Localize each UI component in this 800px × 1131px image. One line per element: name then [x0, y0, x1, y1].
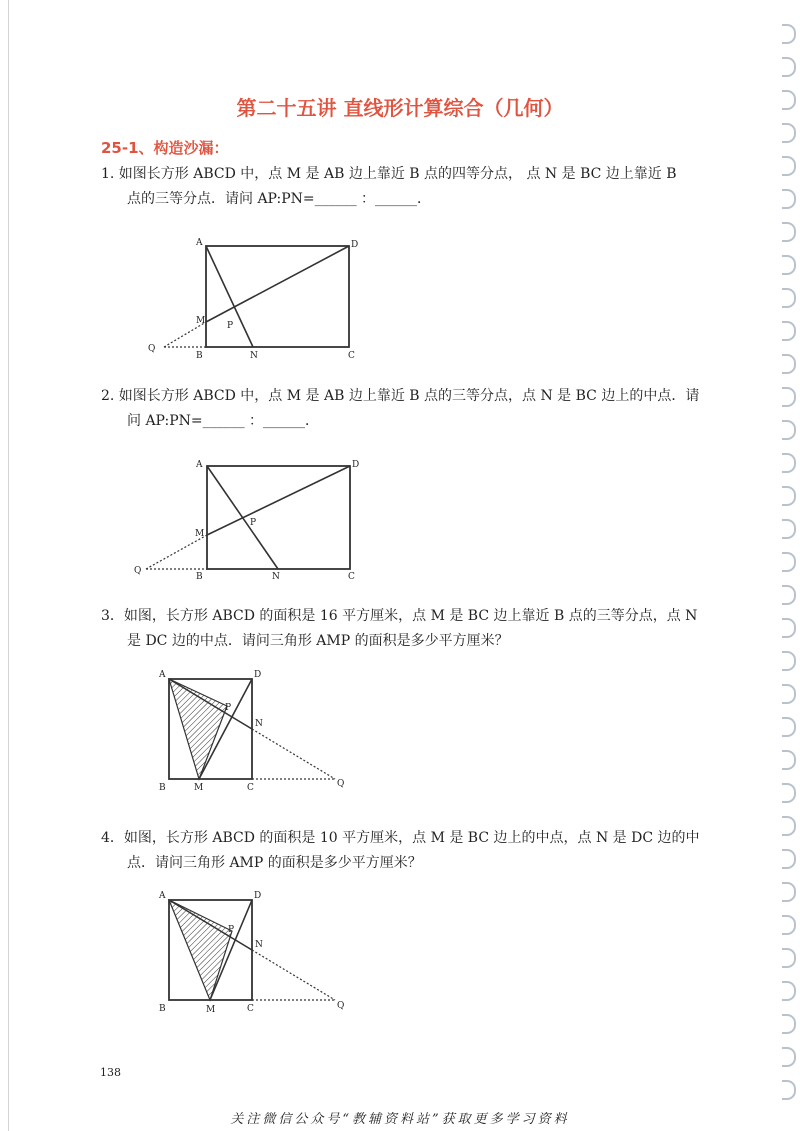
label-a: A — [196, 460, 203, 470]
question-3 — [101, 604, 726, 654]
label-d: D — [352, 460, 360, 470]
label-c: C — [348, 572, 355, 582]
label-n: N — [255, 940, 263, 950]
label-d: D — [351, 240, 359, 250]
label-q: Q — [134, 566, 142, 576]
label-p: P — [250, 518, 257, 528]
question-3-line-2: 是 DC 边的中点．请问三角形 AMP 的面积是多少平方厘米？ — [127, 633, 509, 649]
label-c: C — [348, 351, 355, 361]
spiral-binding — [778, 0, 800, 1131]
label-m: M — [196, 316, 206, 326]
label-a: A — [196, 238, 203, 248]
label-n: N — [255, 719, 263, 729]
question-1 — [101, 162, 726, 212]
lecture-title: 第二十五讲 直线形计算综合（几何） — [236, 96, 564, 120]
question-1-line-2: 点的三等分点．请问 AP:PN=______ ：______． — [127, 191, 432, 207]
label-c: C — [247, 783, 254, 793]
question-2 — [101, 384, 726, 434]
section-heading: 25-1、构造沙漏： — [101, 139, 229, 157]
label-q: Q — [337, 779, 345, 789]
page-edge — [8, 0, 9, 1131]
label-p: P — [227, 321, 234, 331]
question-4-line-1: 4．如图，长方形 ABCD 的面积是 10 平方厘米，点 M 是 BC 边上的中点，点 N 是 DC 边的中 — [101, 830, 700, 846]
label-a: A — [159, 670, 166, 680]
label-d: D — [254, 670, 262, 680]
label-n: N — [250, 351, 258, 361]
question-3-line-1: 3．如图，长方形 ABCD 的面积是 16 平方厘米，点 M 是 BC 边上靠近 B 点的三等分点，点 N — [101, 608, 698, 624]
label-b: B — [159, 783, 166, 793]
question-1-line-1: 1. 如图长方形 ABCD 中，点 M 是 AB 边上靠近 B 点的四等分点， 点 N 是 BC 边上靠近 B — [101, 166, 677, 182]
label-b: B — [159, 1004, 166, 1014]
question-4 — [101, 826, 726, 876]
page-number: 138 — [100, 1066, 121, 1079]
label-p: P — [225, 703, 232, 713]
label-q: Q — [337, 1001, 345, 1011]
label-m: M — [206, 1005, 216, 1015]
label-n: N — [272, 572, 280, 582]
label-b: B — [196, 351, 203, 361]
question-4-line-2: 点．请问三角形 AMP 的面积是多少平方厘米？ — [127, 855, 422, 871]
label-m: M — [194, 783, 204, 793]
footer-note: 关注微信公众号“教辅资料站”获取更多学习资料 — [230, 1112, 570, 1127]
label-q: Q — [148, 344, 156, 354]
question-2-line-2: 问 AP:PN=______ ：______． — [127, 413, 320, 429]
figure-2 — [130, 452, 370, 584]
label-b: B — [196, 572, 203, 582]
label-c: C — [247, 1004, 254, 1014]
figure-1 — [140, 232, 370, 362]
label-a: A — [159, 891, 166, 901]
label-d: D — [254, 891, 262, 901]
label-m: M — [195, 529, 205, 539]
label-p: P — [228, 925, 235, 935]
question-2-line-1: 2. 如图长方形 ABCD 中，点 M 是 AB 边上靠近 B 点的三等分点，点 N 是 BC 边上的中点．请 — [101, 388, 700, 404]
figure-4 — [150, 884, 360, 1016]
figure-3 — [150, 664, 360, 796]
